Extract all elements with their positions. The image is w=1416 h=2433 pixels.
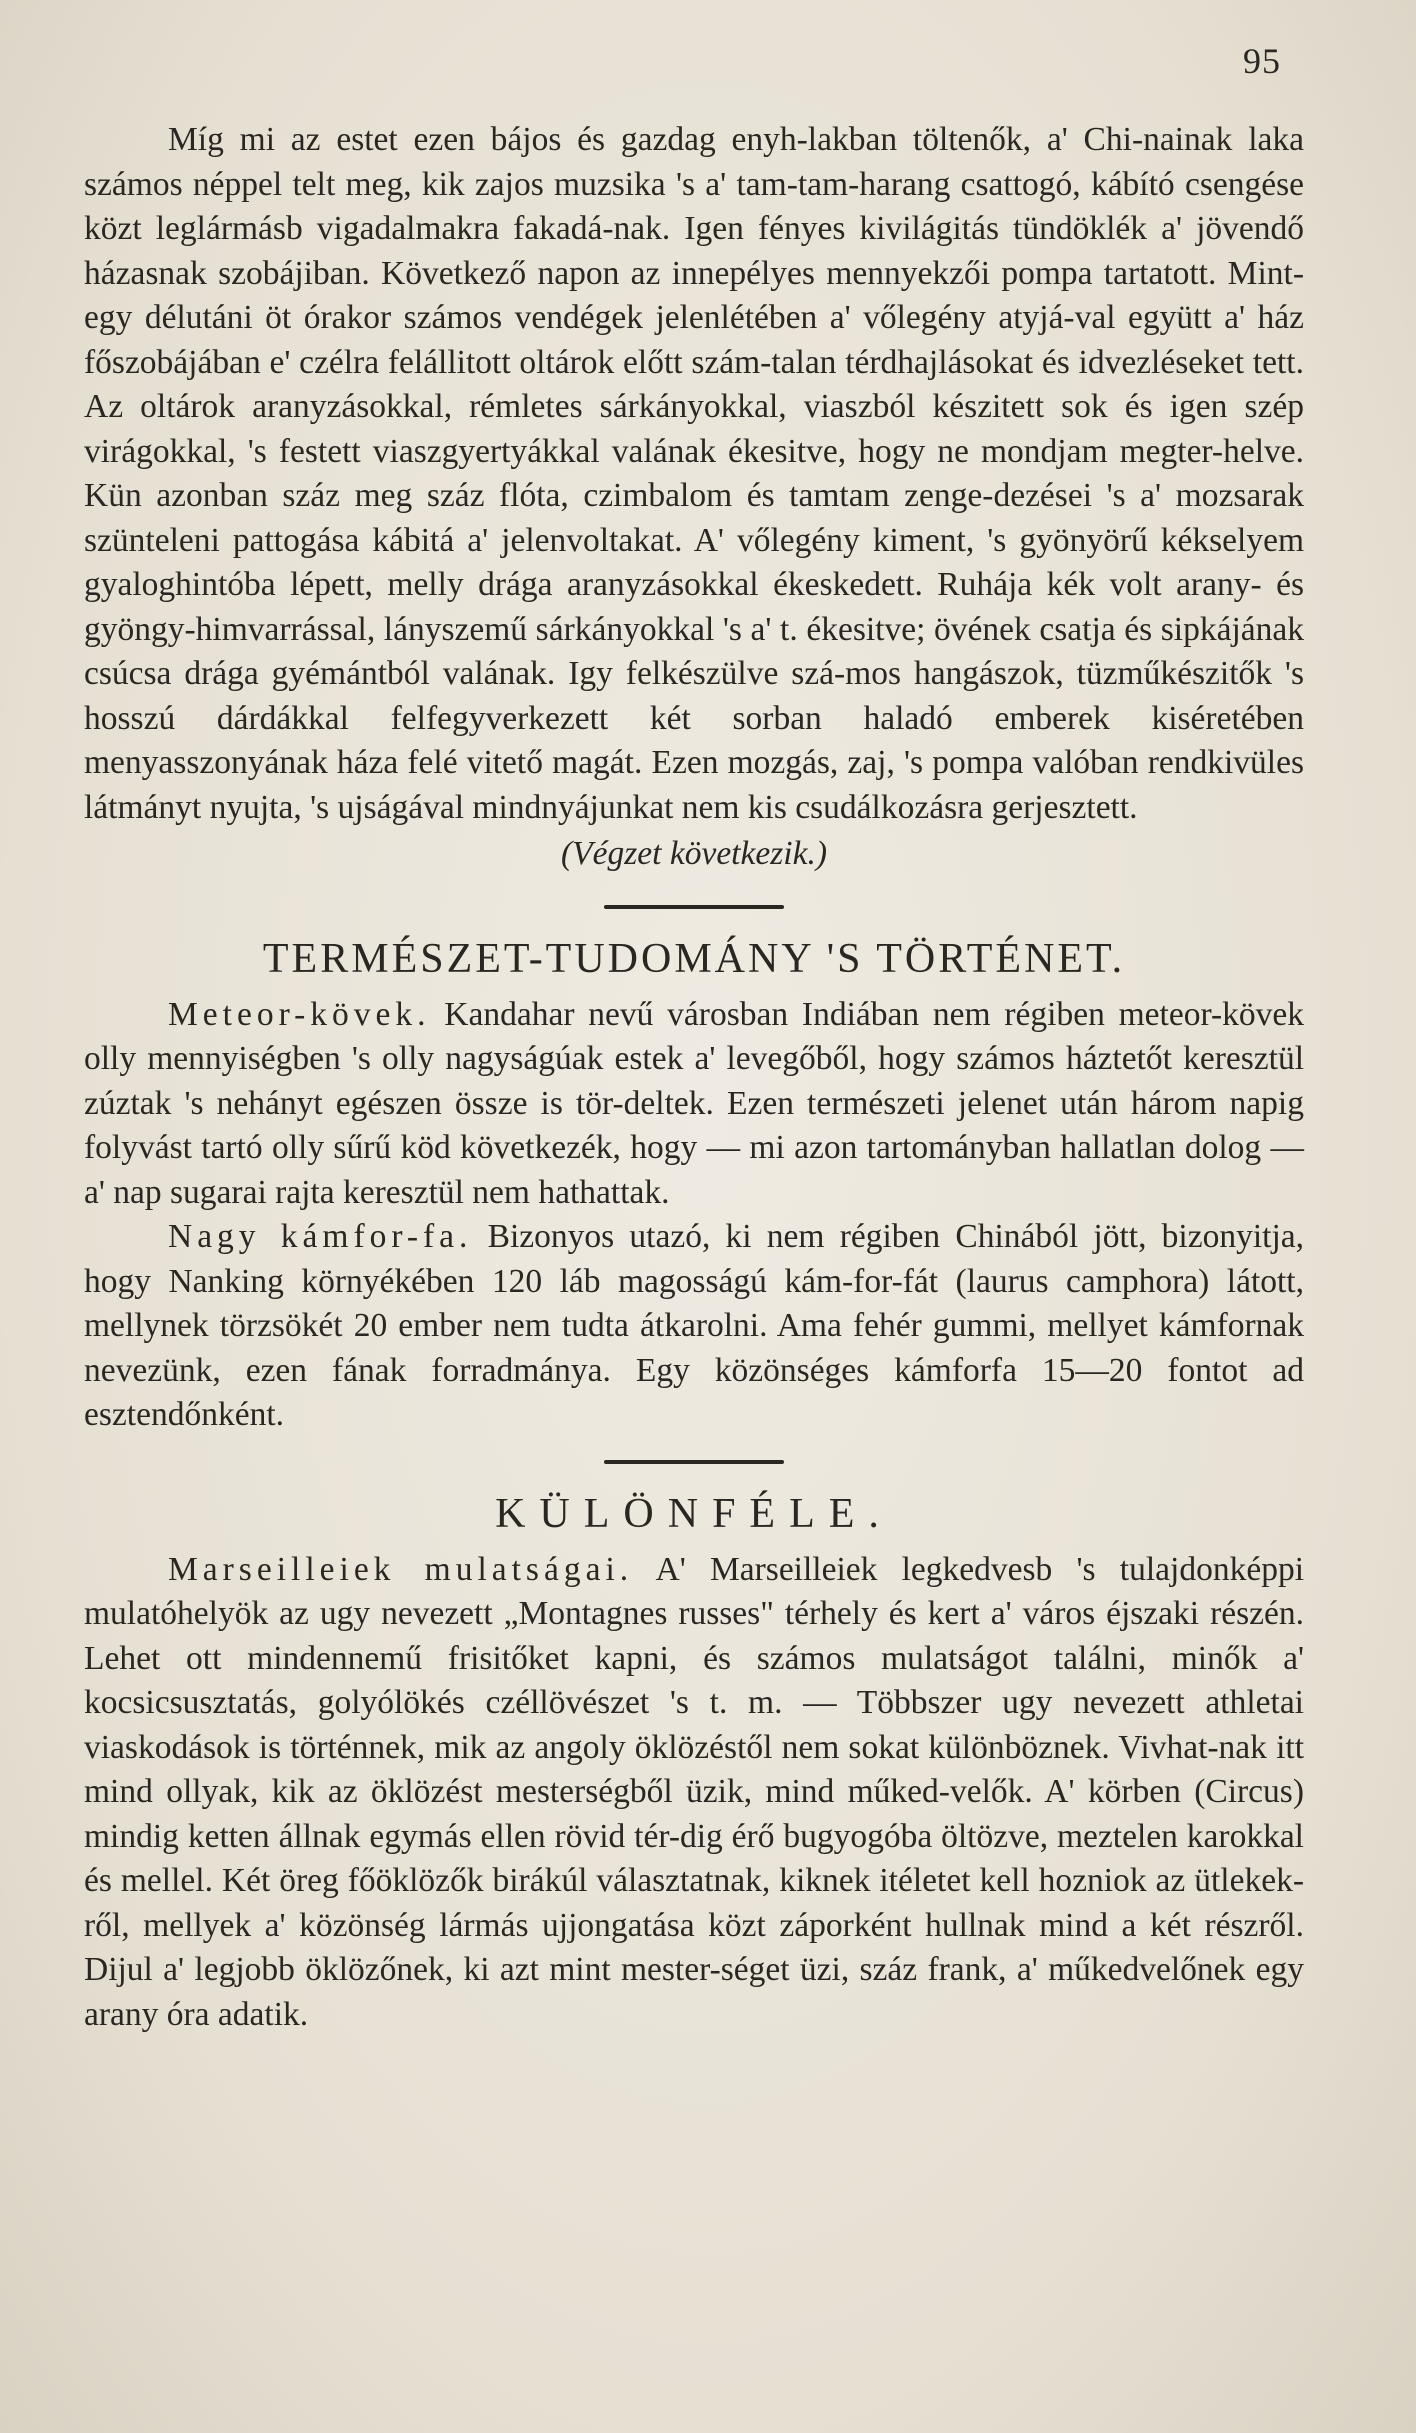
article-text: Kandahar nevű városban Indiában nem régiben meteor-kövek olly mennyiségben 's olly nagyságúak estek a' levegőből, hogy számos háztetőt keresztül zúztak 's nehányt egészen össze is tör-deltek. Ezen természeti jelenet után három napig folyvást tartó olly sűrű köd következék, hogy — mi azon tartományban hallatlan dolog — a' nap sugarai rajta keresztül nem hathattak. bbox=[84, 995, 1304, 1211]
article-camphor bbox=[84, 1215, 1304, 1438]
section-heading-miscellany: KÜLÖNFÉLE. bbox=[495, 1490, 893, 1537]
article-title: Nagy kámfor-fa. bbox=[168, 1218, 473, 1255]
story-paragraph: Míg mi az estet ezen bájos és gazdag enyh-lakban töltenők, a' Chi-nainak laka számos néppel telt meg, kik zajos muzsika 's a' tam-tam-harang csattogó, kábító csengése közt leglármásb vigadalmakra fakadá-nak. Igen fényes kivilágitás tündöklék a' jövendő házasnak szobájiban. Következő napon az innepélyes mennyekzői pompa tartatott. Mint-egy délutáni öt órakor számos vendégek jelenlétében a' vőlegény atyjá-val együtt a' ház főszobájában e' czélra felállitott oltárok előtt szám-talan térdhajlásokat és idvezléseket tett. Az oltárok aranyzásokkal, rémletes sárkányokkal, viaszból készitett sok és igen szép virágokkal, 's festett viaszgyertyákkal valának ékesitve, hogy ne mondjam megter-helve. Kün azonban száz meg száz flóta, czimbalom és tamtam zenge-dezései 's a' mozsarak szünteleni pattogása kábitá a' jelenvoltakat. A' vőlegény kiment, 's gyönyörű kékselyem gyaloghintóba lépett, melly drága aranyzásokkal ékeskedett. Ruhája kék volt arany- és gyöngy-himvarrással, lányszemű sárkányokkal 's a' t. ékesitve; övének csatja és sipkájának csúcsa drága gyémántból valának. Igy felkészülve szá-mos hangászok, tüzműkészitők 's hosszú dárdákkal felfegyverkezett két sorban haladó emberek kiséretében menyasszonyának háza felé vitető magát. Ezen mozgás, zaj, 's pompa valóban rendkivüles látmányt nyujta, 's ujságával mindnyájunkat nem kis csudálkozásra gerjesztett. bbox=[84, 121, 1304, 826]
article-meteor bbox=[84, 993, 1304, 1216]
page-number: 95 bbox=[1243, 41, 1281, 81]
article-text: Bizonyos utazó, ki nem régiben Chinából jött, bizonyitja, hogy Nanking környékében 120 láb magosságú kám-for-fát (laurus camphora) látott, mellynek törzsökét 20 ember nem tudta átkarolni. Ama fehér gummi, mellyet kámfornak nevezünk, ezen fának forradmánya. Egy közönséges kámforfa 15—20 fontot ad esztendőnként. bbox=[84, 1218, 1304, 1433]
article-title: Meteor-kövek. bbox=[168, 995, 431, 1033]
section-divider bbox=[604, 1460, 784, 1464]
article-title: Marseilleiek mulatságai. bbox=[168, 1550, 634, 1588]
continuation-note: (Végzet következik.) bbox=[561, 835, 827, 872]
section-heading-natural-science: TERMÉSZET-TUDOMÁNY 'S TÖRTÉNET. bbox=[262, 935, 1126, 982]
article-text: A' Marseilleiek legkedvesb 's tulajdonképpi mulatóhelyök az ugy nevezett „Montagnes russes" térhely és kert a' város éjszaki részén. Lehet ott mindennemű frisitőket kapni, és számos mulatságot találni, minők a' kocsicsusztatás, golyólökés czéllövészet 's t. m. — Többszer ugy nevezett athletai viaskodások is történnek, mik az angoly öklözéstől nem sokat különböznek. Vivhat-nak itt mind ollyak, kik az öklözést mesterségből üzik, mind műked-velők. A' körben (Circus) mindig ketten állnak egymás ellen rövid tér-dig érő bugyogóba öltözve, meztelen karokkal és mellel. Két öreg főöklözők birákúl választatnak, kiknek itéletet kell hozniok az ütlekek-ről, mellyek a' közönség lármás ujjongatása közt záporként hullnak mind a két részről. Dijul a' legjobb öklözőnek, ki azt mint mester-séget üzi, száz frank, a' műkedvelőnek egy arany óra adatik. bbox=[84, 1550, 1305, 2033]
article-marseille bbox=[84, 1548, 1304, 2038]
text-column bbox=[84, 118, 1304, 2037]
section-divider bbox=[604, 905, 784, 909]
